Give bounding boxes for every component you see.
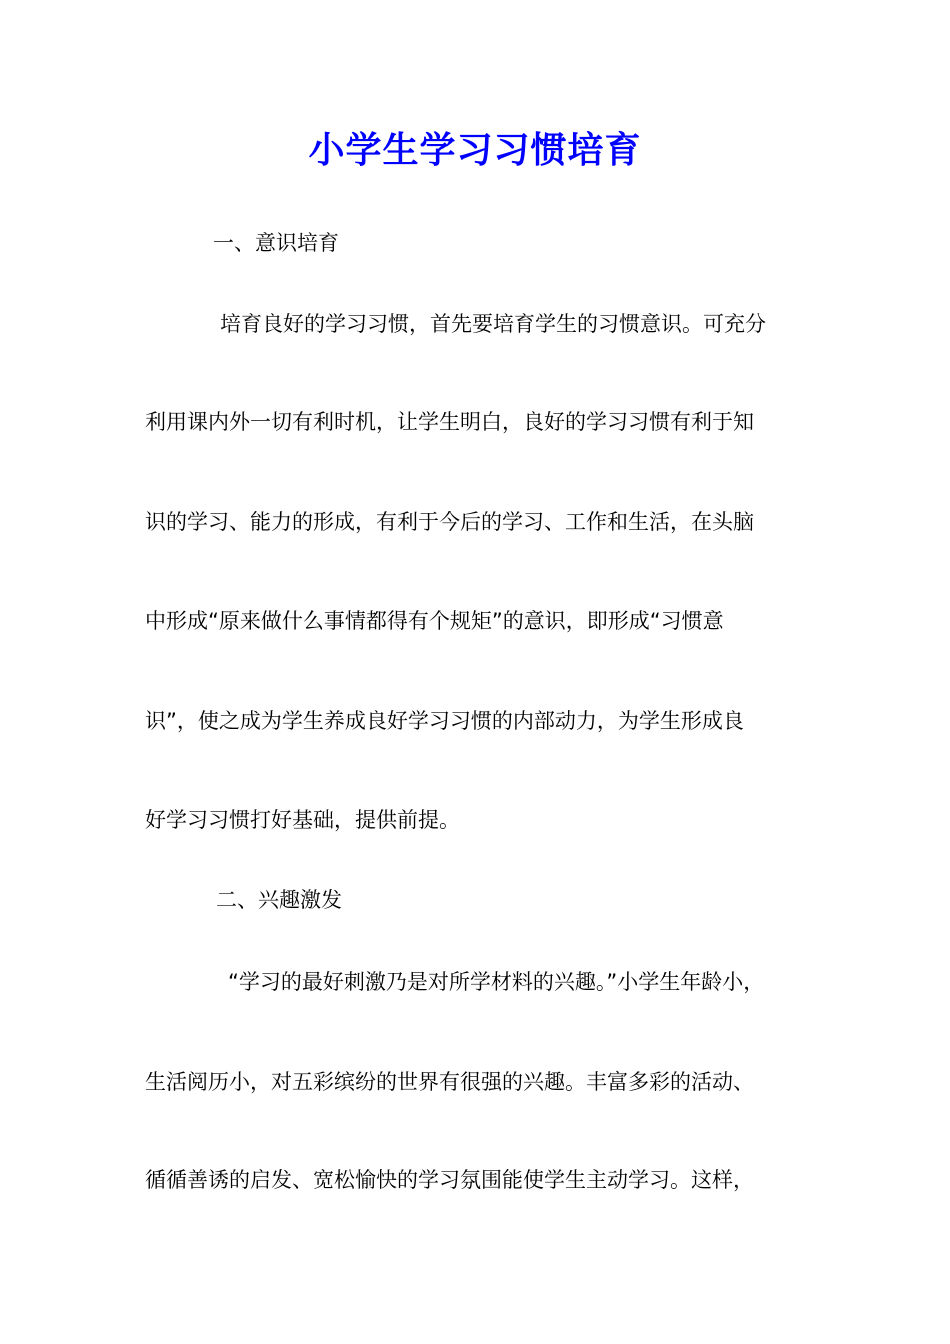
section-heading-1: 一、意识培育 [213, 231, 339, 255]
paragraph-line: 培育良好的学习习惯，首先要培育学生的习惯意识。可充分 [220, 312, 766, 336]
paragraph-line: 识”，使之成为学生养成良好学习习惯的内部动力，为学生形成良 [145, 709, 744, 733]
paragraph-line: 生活阅历小，对五彩缤纷的世界有很强的兴趣。丰富多彩的活动、 [145, 1070, 754, 1094]
paragraph-line: 识的学习、能力的形成，有利于今后的学习、工作和生活，在头脑 [145, 510, 754, 534]
section-heading-2: 二、兴趣激发 [216, 888, 342, 912]
paragraph-line: 好学习习惯打好基础，提供前提。 [145, 808, 460, 832]
paragraph-line: “学习的最好刺激乃是对所学材料的兴趣。”小学生年龄小， [228, 970, 765, 994]
paragraph-line: 中形成“原来做什么事情都得有个规矩”的意识，即形成“习惯意 [145, 609, 724, 633]
paragraph-line: 循循善诱的启发、宽松愉快的学习氛围能使学生主动学习。这样， [145, 1168, 754, 1192]
paragraph-line: 利用课内外一切有利时机，让学生明白，良好的学习习惯有利于知 [145, 410, 754, 434]
document-title: 小学生学习习惯培育 [308, 129, 642, 171]
